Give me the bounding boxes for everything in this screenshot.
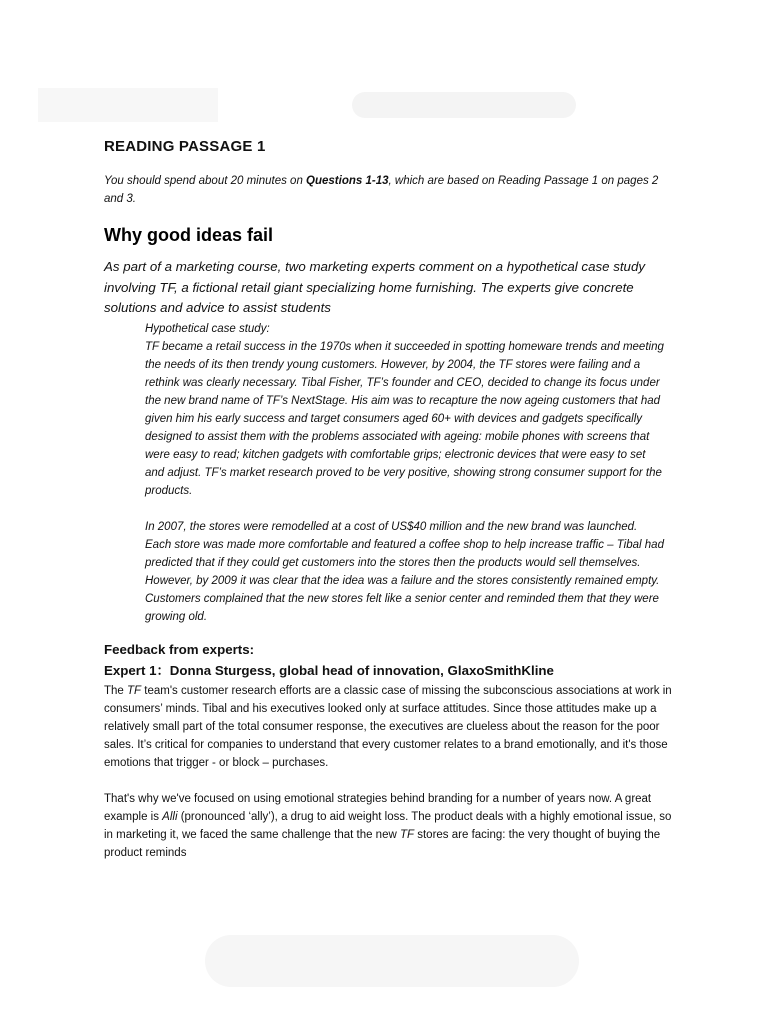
- article-title: Why good ideas fail: [104, 225, 274, 245]
- brand-tf: TF: [399, 828, 415, 841]
- feedback-heading: Feedback from experts:: [104, 641, 255, 657]
- article-intro: As part of a marketing course, two marketing experts comment on a hypothetical case study involving TF, a fictional retail giant specializing home furnishing. The experts give concrete solutions and advice to assist students: [104, 259, 645, 315]
- case-study-label: Hypothetical case study:: [145, 322, 270, 335]
- questions-range-text: Questions 1-13: [306, 175, 389, 187]
- instructions-text-pre: You should spend about 20 minutes on: [104, 175, 307, 187]
- questions-range: [306, 175, 388, 187]
- text-run: (pronounced ‘ally’), a drug to aid weight loss. The product deals with a highly emotional issue, so in marketing it, we faced the same challenge that the new: [104, 810, 672, 841]
- case-study-paragraph-2: In 2007, the stores were remodelled at a cost of US$40 million and the new brand was launched. Each store was made more comfortable and featured a coffee shop to help increase traffic – Tibal had predicted that if they could get customers into the stores then the products would sell themselves. However, by 2009 it was clear that the idea was a failure and the stores consistently remained empty. Customers complained that the new stores felt like a senior center and reminded them that they were growing old.: [145, 520, 664, 623]
- brand-tf: TF: [127, 684, 142, 697]
- case-study-block: [145, 320, 665, 500]
- instructions-text-post: , which are based on Reading Passage 1 on pages 2 and 3.: [104, 175, 659, 205]
- text-run: That's why we've focused on using emotional strategies behind branding for a number of years now. A great example is: [104, 792, 652, 823]
- text-run: The: [104, 684, 128, 697]
- redacted-footer: [205, 935, 579, 987]
- redacted-header-left: [38, 88, 218, 122]
- product-alli: Alli: [162, 810, 178, 823]
- case-study-paragraph-1: TF became a retail success in the 1970s when it succeeded in spotting homeware trends and meeting the needs of its then trendy young customers. However, by 2004, the TF stores were failing and a rethink was clearly necessary. Tibal Fisher, TF’s founder and CEO, decided to change its focus under the new brand name of TF’s NextStage. His aim was to recapture the now ageing customers that had given him his early success and target consumers aged 60+ with devices and gadgets specifically designed to assist them with the problems associated with ageing: mobile phones with screens that were easy to read; kitchen gadgets with comfortable grips; electronic devices that were easy to set and adjust. TF’s market research proved to be very positive, showing strong consumer support for the products.: [145, 340, 664, 497]
- document-page: [104, 136, 674, 862]
- instructions: [104, 172, 674, 208]
- passage-title: READING PASSAGE 1: [104, 138, 266, 155]
- case-study: [145, 320, 665, 626]
- expert-1-heading: Expert 1：Donna Sturgess, global head of innovation, GlaxoSmithKline: [104, 662, 554, 678]
- expert-1-paragraph-1: [104, 682, 674, 772]
- text-run: stores are facing: the very thought of buying the product reminds: [104, 828, 661, 859]
- text-run: team's customer research efforts are a classic case of missing the subconscious associations at work in consumers’ minds. Tibal and his executives looked only at surface attitudes. Since those attitudes make up a relatively small part of the total consumer response, the executives are clueless about the reason for the poor sales. It’s critical for companies to understand that every customer relates to a brand emotionally, and it's those emotions that trigger - or block – purchases.: [104, 684, 672, 769]
- redacted-header-right: [352, 92, 576, 118]
- expert-1-paragraph-2: [104, 790, 674, 862]
